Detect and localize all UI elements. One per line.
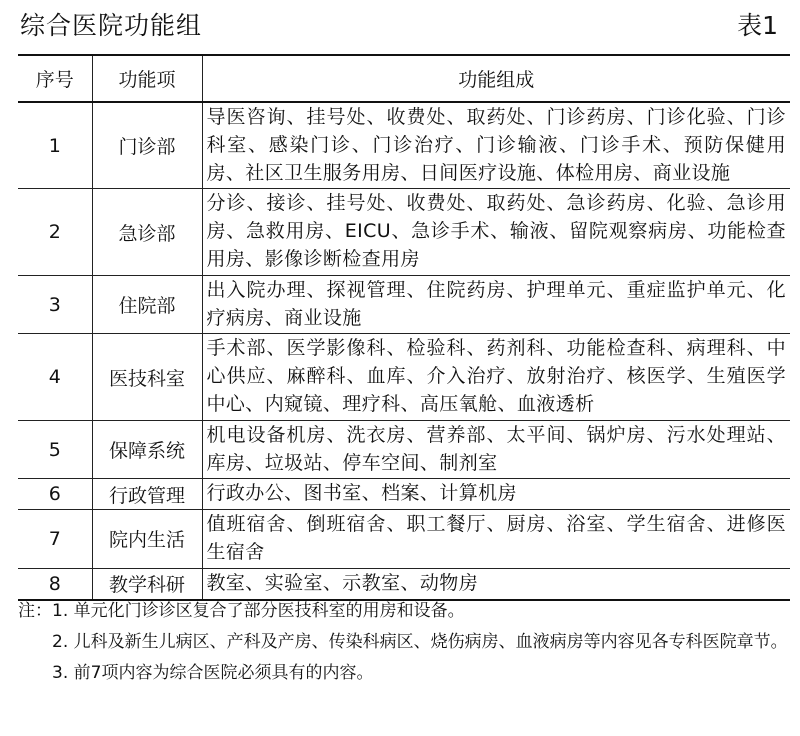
table-row (18, 102, 790, 189)
row-number: 8 (18, 568, 92, 599)
row-number: 7 (18, 510, 92, 569)
function-item: 行政管理 (92, 479, 202, 510)
function-item: 住院部 (92, 275, 202, 334)
note-item: 注：1. 单元化门诊诊区复合了部分医技科室的用房和设备。 (18, 601, 465, 621)
function-item: 保障系统 (92, 420, 202, 479)
row-number: 6 (18, 479, 92, 510)
table-row (18, 420, 790, 479)
row-number: 2 (18, 189, 92, 275)
function-item: 门诊部 (92, 102, 202, 189)
column-header-item: 功能项 (92, 55, 202, 102)
column-header-composition: 功能组成 (202, 55, 790, 102)
note-item: 2. 儿科及新生儿病区、产科及产房、传染科病区、烧伤病房、血液病房等内容见各专科医院章节。 (52, 632, 788, 652)
function-composition: 教室、实验室、示教室、动物房 (202, 568, 790, 599)
note-item: 3. 前7项内容为综合医院必须具有的内容。 (52, 663, 374, 683)
table-row (18, 568, 790, 599)
row-number: 3 (18, 275, 92, 334)
row-number: 5 (18, 420, 92, 479)
function-composition: 值班宿舍、倒班宿舍、职工餐厅、厨房、浴室、学生宿舍、进修医生宿舍 (202, 510, 790, 569)
table-row (18, 510, 790, 569)
page-title: 综合医院功能组 (20, 11, 203, 40)
function-composition: 导医咨询、挂号处、收费处、取药处、门诊药房、门诊化验、门诊科室、感染门诊、门诊治疗、门诊输液、门诊手术、预防保健用房、社区卫生服务用房、日间医疗设施、体检用房、商业设施 (202, 102, 790, 189)
function-item: 院内生活 (92, 510, 202, 569)
row-number: 4 (18, 334, 92, 420)
table-row (18, 275, 790, 334)
function-table (18, 54, 790, 601)
row-number: 1 (18, 102, 92, 189)
function-item: 教学科研 (92, 568, 202, 599)
table-row (18, 479, 790, 510)
function-composition: 分诊、接诊、挂号处、收费处、取药处、急诊药房、化验、急诊用房、急救用房、EICU、急诊手术、输液、留院观察病房、功能检查用房、影像诊断检查用房 (202, 189, 790, 275)
function-item: 医技科室 (92, 334, 202, 420)
function-composition: 手术部、医学影像科、检验科、药剂科、功能检查科、病理科、中心供应、麻醉科、血库、介入治疗、放射治疗、核医学、生殖医学中心、内窥镜、理疗科、高压氧舱、血液透析 (202, 334, 790, 420)
function-composition: 机电设备机房、洗衣房、营养部、太平间、锅炉房、污水处理站、库房、垃圾站、停车空间、制剂室 (202, 420, 790, 479)
column-header-number: 序号 (18, 55, 92, 102)
function-composition: 行政办公、图书室、档案、计算机房 (202, 479, 790, 510)
function-item: 急诊部 (92, 189, 202, 275)
table-number-label: 表1 (737, 11, 778, 40)
function-composition: 出入院办理、探视管理、住院药房、护理单元、重症监护单元、化疗病房、商业设施 (202, 275, 790, 334)
table-notes (18, 596, 790, 689)
table-row (18, 189, 790, 275)
table-row (18, 334, 790, 420)
table-header-row (18, 55, 790, 102)
